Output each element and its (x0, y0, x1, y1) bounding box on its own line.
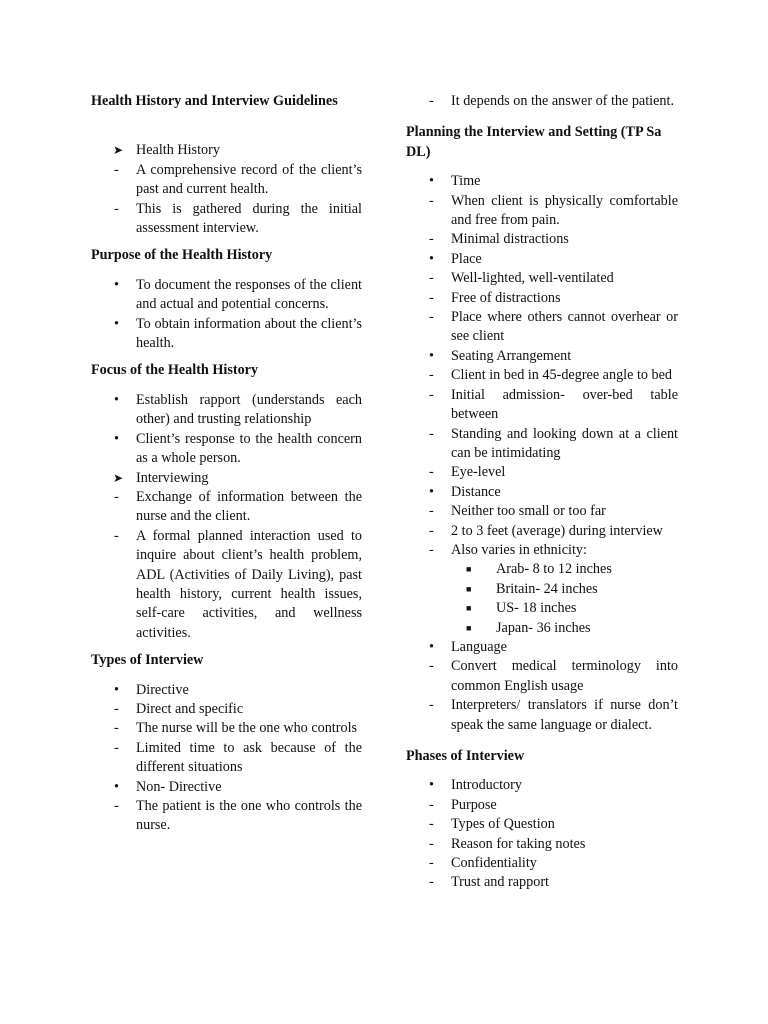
square-bullet-icon: ■ (466, 622, 472, 633)
dash-marker: - (114, 700, 119, 717)
list-item: • Time (406, 172, 678, 191)
square-bullet-icon: ■ (466, 564, 472, 575)
right-column (406, 92, 678, 893)
bullet-icon: • (429, 638, 434, 655)
list-item: - Direct and specific (91, 700, 362, 719)
list-item: - Neither too small or too far (406, 502, 678, 521)
list-item: - Place where others cannot overhear or see client (406, 308, 678, 347)
list-item: - Initial admission- over-bed table between (406, 386, 678, 425)
bullet-icon: • (429, 173, 434, 190)
dash-marker: - (429, 697, 434, 714)
dash-marker: - (114, 161, 119, 178)
arrow-bullet-icon: ➤ (113, 143, 124, 158)
dash-marker: - (114, 200, 119, 217)
list-item: - This is gathered during the initial assessment interview. (91, 200, 362, 239)
list-item: • Place (406, 250, 678, 269)
list-item: - Well-lighted, well-ventilated (406, 269, 678, 288)
list-item: • Distance (406, 483, 678, 502)
dash-marker: - (429, 503, 434, 520)
dash-marker: - (429, 835, 434, 852)
bullet-icon: • (114, 276, 119, 293)
dash-marker: - (429, 386, 434, 403)
bullet-icon: • (429, 483, 434, 500)
list-item: ➤ Interviewing (91, 469, 362, 488)
bullet-icon: • (429, 250, 434, 267)
bullet-icon: • (114, 778, 119, 795)
section-heading: Focus of the Health History (91, 362, 259, 379)
list-item: • To obtain information about the client’s health. (91, 315, 362, 354)
list-item: - Convert medical terminology into common English usage (406, 657, 678, 696)
list-item: - Standing and looking down at a client can be intimidating (406, 425, 678, 464)
dash-marker: - (429, 796, 434, 813)
list-item: • Seating Arrangement (406, 347, 678, 366)
list-item: • Directive (91, 681, 362, 700)
dash-marker: - (429, 289, 434, 306)
list-item: • To document the responses of the client and actual and potential concerns. (91, 276, 362, 315)
bullet-icon: • (114, 315, 119, 332)
bullet-icon: • (114, 430, 119, 447)
section-heading: Planning the Interview and Setting (TP Sa DL) (406, 124, 662, 160)
section-heading: Purpose of the Health History (91, 247, 273, 264)
bullet-icon: • (114, 681, 119, 698)
bullet-icon: • (429, 777, 434, 794)
list-item: - Client in bed in 45-degree angle to bed (406, 366, 678, 385)
bullet-icon: • (114, 391, 119, 408)
list-item: • Establish rapport (understands each other) and trusting relationship (91, 391, 362, 430)
bullet-icon: • (429, 347, 434, 364)
dash-marker: - (429, 231, 434, 248)
list-item: - Eye-level (406, 463, 678, 482)
dash-marker: - (114, 739, 119, 756)
square-bullet-icon: ■ (466, 583, 472, 594)
dash-marker: - (114, 798, 119, 814)
list-item: - Also varies in ethnicity: (406, 541, 678, 560)
dash-marker: - (429, 855, 434, 872)
list-item: ➤ Health History (91, 141, 362, 160)
dash-marker: - (429, 658, 434, 675)
dash-marker: - (429, 425, 434, 442)
list-item: • Client’s response to the health concern as a whole person. (91, 430, 362, 469)
section-heading: Types of Interview (91, 652, 204, 669)
dash-marker: - (429, 522, 434, 539)
square-bullet-icon: ■ (466, 603, 472, 614)
list-item: - Minimal distractions (406, 230, 678, 249)
dash-marker: - (429, 464, 434, 481)
dash-marker: - (429, 192, 434, 209)
dash-marker: - (429, 874, 434, 891)
list-item: - When client is physically comfortable and free from pain. (406, 192, 678, 231)
list-item: ■ Arab- 8 to 12 inches (406, 560, 678, 579)
dash-marker: - (114, 488, 119, 505)
list-item: - Reason for taking notes (406, 835, 678, 854)
list-item: - 2 to 3 feet (average) during interview (406, 522, 678, 541)
list-item: - Purpose (406, 796, 678, 815)
list-item: - It depends on the answer of the patient. (406, 92, 678, 111)
dash-marker: - (429, 816, 434, 833)
list-item: - A formal planned interaction used to inquire about client’s health problem, ADL (Activities of Daily Living), past health history, current health issues, self-care activities, and wellness activities. (91, 527, 362, 643)
list-item: • Non- Directive (91, 778, 362, 797)
list-item: ■ Japan- 36 inches (406, 619, 678, 638)
list-item: - Confidentiality (406, 854, 678, 873)
arrow-bullet-icon: ➤ (113, 470, 124, 485)
list-item: - Trust and rapport (406, 873, 678, 892)
left-column (91, 92, 362, 836)
list-item: - The patient is the one who controls the nurse. (91, 797, 362, 836)
dash-marker: - (429, 367, 434, 384)
dash-marker: - (429, 270, 434, 287)
list-item: • Language (406, 638, 678, 657)
list-item: - Types of Question (406, 815, 678, 834)
list-item: - Interpreters/ translators if nurse don’t speak the same language or dialect. (406, 696, 678, 735)
list-item: • Introductory (406, 776, 678, 795)
list-item: ■ US- 18 inches (406, 599, 678, 618)
section-heading: Phases of Interview (406, 748, 525, 764)
dash-marker: - (114, 720, 119, 737)
list-item: - Free of distractions (406, 289, 678, 308)
list-item: - A comprehensive record of the client’s past and current health. (91, 161, 362, 200)
document-title: Health History and Interview Guidelines (91, 93, 338, 109)
dash-marker: - (429, 541, 434, 558)
list-item: - Exchange of information between the nurse and the client. (91, 488, 362, 527)
dash-marker: - (114, 527, 119, 544)
list-item: ■ Britain- 24 inches (406, 580, 678, 599)
dash-marker: - (429, 93, 434, 109)
list-item: - The nurse will be the one who controls (91, 719, 362, 738)
list-item: - Limited time to ask because of the different situations (91, 739, 362, 778)
dash-marker: - (429, 309, 434, 326)
